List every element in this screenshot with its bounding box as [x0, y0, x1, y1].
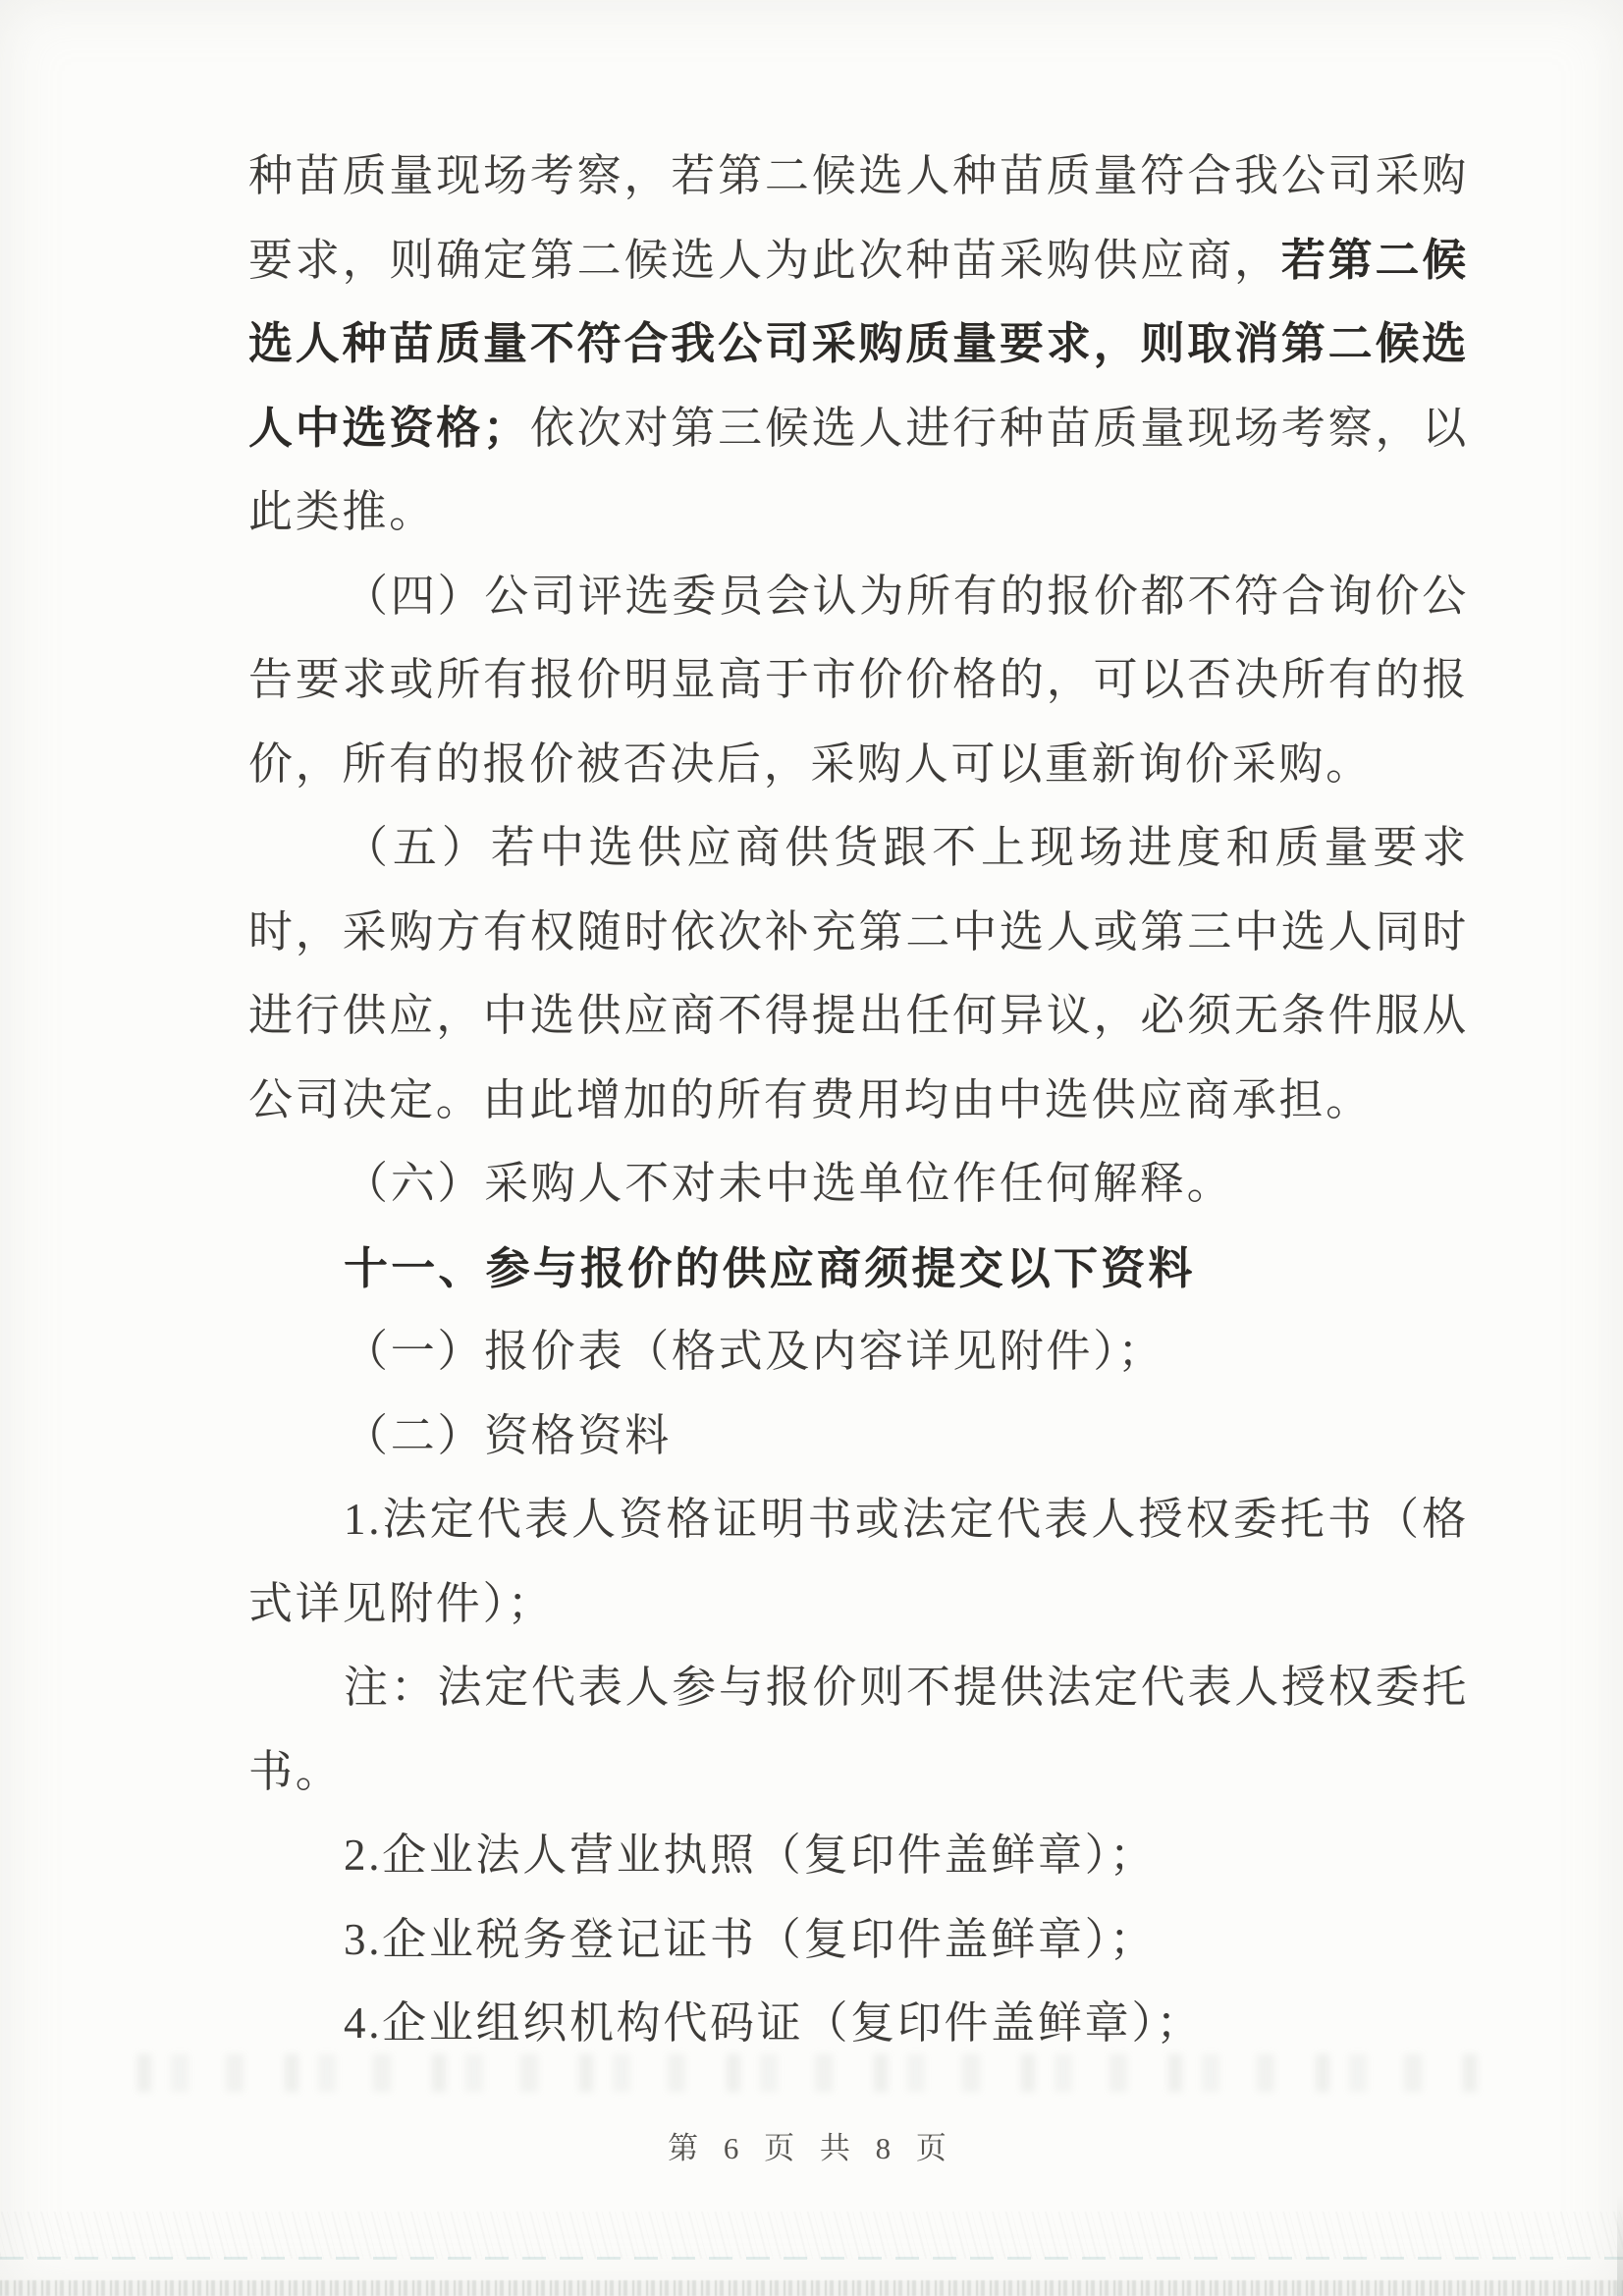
text-run: 注：法定代表人参与报价则不提供法定代表人授权委托书。: [248, 1663, 1469, 1796]
para-item-6: [248, 1142, 1469, 1227]
text-run: 种苗质量现场考察，若第二候选人种苗质量符合我公司采购要求，则确定第二候选人为此次种苗采购供应商，: [248, 151, 1469, 285]
ink-bleed-through-smudge: [137, 2054, 1492, 2092]
para-numbered-2: [248, 1814, 1469, 1898]
text-run: （二）资格资料: [344, 1410, 672, 1460]
para-numbered-4: [248, 1982, 1469, 2066]
text-run: 1.法定代表人资格证明书或法定代表人授权委托书（格式详见附件）；: [248, 1495, 1469, 1628]
para-item-4: [248, 555, 1469, 807]
text-run: （四）公司评选委员会认为所有的报价都不符合询价公告要求或所有报价明显高于市价价格的，可以否决所有的报价，所有的报价被否决后，采购人可以重新询价采购。: [248, 571, 1469, 789]
para-sub-item-1: [248, 1310, 1469, 1394]
text-run: 2.企业法人营业执照（复印件盖鲜章）；: [344, 1831, 1157, 1880]
text-run: （五）若中选供应商供货跟不上现场进度和质量要求时，采购方有权随时依次补充第二中选人或第三中选人同时进行供应，中选供应商不得提出任何异议，必须无条件服从公司决定。由此增加的所有费用均由中选供应商承担。: [248, 823, 1469, 1124]
text-run: 依次对第三候选人进行种苗质量现场考察，以此类推。: [248, 403, 1469, 536]
para-note: [248, 1646, 1469, 1814]
heading-section-11: [248, 1227, 1469, 1311]
text-run: 3.企业税务登记证书（复印件盖鲜章）；: [344, 1914, 1157, 1964]
page-footer: 第 6 页 共 8 页: [668, 2131, 955, 2165]
text-run: （一）报价表（格式及内容详见附件）；: [344, 1327, 1165, 1376]
para-continued-from-previous-page: [248, 135, 1469, 555]
scan-edge-noise: [0, 2280, 1623, 2296]
para-sub-item-2: [248, 1394, 1469, 1479]
para-numbered-3: [248, 1898, 1469, 1983]
emphasized-text-run: 十一、参与报价的供应商须提交以下资料: [344, 1242, 1196, 1293]
scan-speckle-noise: [0, 2212, 1623, 2259]
text-run: 4.企业组织机构代码证（复印件盖鲜章）；: [344, 1998, 1204, 2048]
text-run: （六）采购人不对未中选单位作任何解释。: [344, 1159, 1234, 1208]
scan-fold-line: [0, 2257, 1623, 2260]
emphasized-text-run: 若第二候选人种苗质量不符合我公司采购质量要求，则取消第二候选人中选资格；: [248, 235, 1469, 453]
para-item-5: [248, 806, 1469, 1142]
scan-right-edge-artifact: [1617, 2195, 1623, 2296]
para-numbered-1: [248, 1478, 1469, 1646]
document-body: [248, 135, 1469, 2066]
